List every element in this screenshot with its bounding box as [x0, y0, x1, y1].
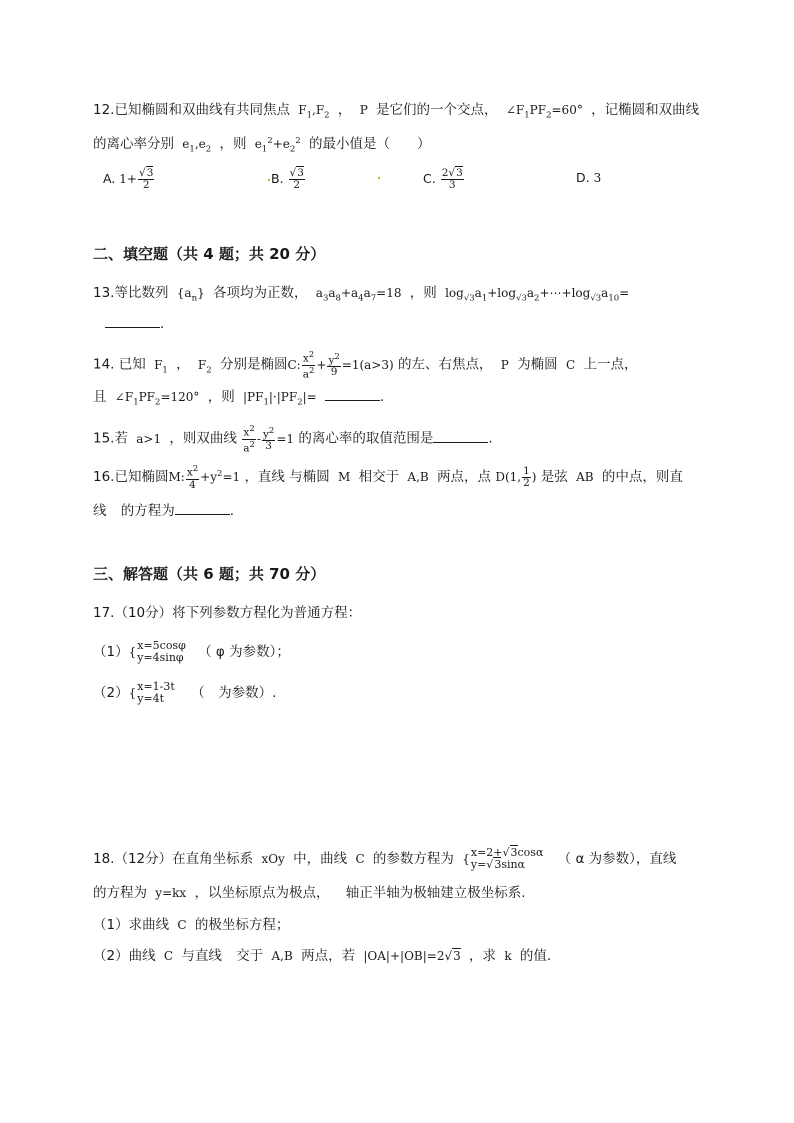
section-solutions-title: 三、解答题（共 6 题；共 70 分）: [93, 565, 326, 583]
answer-blank: [175, 502, 230, 515]
answer-blank: [325, 388, 380, 401]
q12-option-d: D. 3: [576, 170, 602, 185]
q13-condition: $a_3a_8+a_4a_7=18$: [315, 286, 402, 304]
q17-heading: 17.（10分）将下列参数方程化为普通方程：: [93, 605, 362, 621]
q13-sequence: $\{a_n\}$: [176, 286, 205, 304]
q14-line1: 14. 已知 $F_1$ ， $F_2$ 分别是椭圆C: $\frac{x^2}{a^2}$ + $\frac{y^2}{9}$ =1(a>3) 的左、右焦点， P 为椭圆 C 上一点，: [93, 350, 638, 380]
q12-eccentricities: $e_1,e_2$: [182, 137, 212, 155]
q12-line1: 12.已知椭圆和双曲线有共同焦点 $F_1,F_2$ ， P 是它们的一个交点， $\angle F_1PF_2=60^\circ$ ，记椭圆和双曲线: [93, 102, 700, 121]
q17-param-system-1: x=5cosφ y=4sinφ: [137, 639, 186, 664]
q14-line2: 且 $\angle F_1PF_2=120^\circ$ ，则 $|PF_1|\cdot|PF_2|=$ .: [93, 389, 385, 408]
q17-param-system-2: x=1-3t y=4t: [137, 680, 175, 705]
q16-ellipse-eq: M: $\frac{x^2}{4}$ $+y^2=1$: [168, 464, 241, 491]
q12-expression: $e_1^2+e_2^2$: [254, 136, 301, 155]
q14-angle: $\angle F_1PF_2=120^\circ$: [114, 390, 200, 408]
answer-blank: [105, 315, 160, 328]
q13-log-sum: $\log_{√3}a_1+\log_{√3}a_2+\cdots+\log_{√3}a_{10}=$: [445, 286, 630, 304]
q12-point-p: P: [359, 103, 368, 117]
q16-line1: 16.已知椭圆M: $\frac{x^2}{4}$ $+y^2=1$ ，直线 与椭圆 M 相交于 A,B 两点，点 D(1, $\frac{1}{2}$ ) 是弦 AB 的中点，则直: [93, 464, 683, 491]
q12-option-a: A. 1+ $\frac{√3}{2}$: [103, 167, 154, 191]
q18-param-system: x=2+√3cosα y=√3sinα: [470, 846, 544, 871]
q14-ellipse-eq: C: $\frac{x^2}{a^2}$ + $\frac{y^2}{9}$ =1(a>3): [287, 350, 394, 380]
fraction: $\frac{2√3}{3}$: [441, 167, 463, 191]
fraction: $\frac{√3}{2}$: [139, 167, 154, 191]
q14-product: $|PF_1|\cdot|PF_2|=$: [243, 390, 317, 408]
answer-blank: [433, 430, 488, 443]
q12-line2: 的离心率分别 $e_1,e_2$ ，则 $e_1^2+e_2^2$ 的最小值是（ ）: [93, 136, 431, 155]
q15-line: 15.若 a>1 ，则双曲线 $\frac{x^2}{a^2}$ - $\frac{y^2}{3}$ =1 的离心率的取值范围是 .: [93, 424, 493, 454]
q18-condition: |OA|+|OB|=2√3: [363, 949, 461, 963]
q15-hyperbola-eq: $\frac{x^2}{a^2}$ - $\frac{y^2}{3}$ =1: [243, 424, 295, 454]
q16-line2: 线 的方程为 .: [93, 503, 235, 519]
q12-foci: $F_1,F_2$: [298, 103, 330, 121]
q17-part2: （2）{ x=1-3t y=4t （ 为参数）.: [93, 680, 277, 705]
q13-line1: 13.等比数列 $\{a_n\}$ 各项均为正数， $a_3a_8+a_4a_7=18$ ，则 $\log_{√3}a_1+\log_{√3}a_2+\cdots+\log_{√3}a_{10}=$: [93, 285, 630, 304]
stray-dot: [378, 177, 380, 179]
stray-dot: [268, 179, 270, 181]
q12-option-c: C. $\frac{2√3}{3}$: [423, 167, 463, 191]
q12-angle: $\angle F_1PF_2=60^\circ$: [505, 103, 583, 121]
q18-subq1: （1）求曲线 C 的极坐标方程；: [93, 917, 290, 933]
q18-line1: 18.（12分）在直角坐标系 xOy 中，曲线 C 的参数方程为 { x=2+√3cosα y=√3sinα （ α 为参数），直线: [93, 846, 677, 871]
q18-subq2: （2）曲线 C 与直线 交于 A,B 两点，若 |OA|+|OB|=2√3 ，求 k 的值.: [93, 948, 552, 964]
q16-point-d: D(1, $\frac{1}{2}$ ): [495, 465, 537, 489]
q17-part1: （1）{ x=5cosφ y=4sinφ （ φ 为参数）；: [93, 639, 290, 664]
q12-option-b: B. $\frac{√3}{2}$: [271, 167, 304, 191]
section-fill-in-title: 二、填空题（共 4 题；共 20 分）: [93, 245, 326, 263]
fraction: $\frac{√3}{2}$: [289, 167, 304, 191]
q18-line2: 的方程为 y=kx ，以坐标原点为极点， 轴正半轴为极轴建立极坐标系.: [93, 885, 526, 901]
q12-text: 12.已知椭圆和双曲线有共同焦点: [93, 102, 290, 118]
q13-line2: .: [105, 314, 164, 334]
